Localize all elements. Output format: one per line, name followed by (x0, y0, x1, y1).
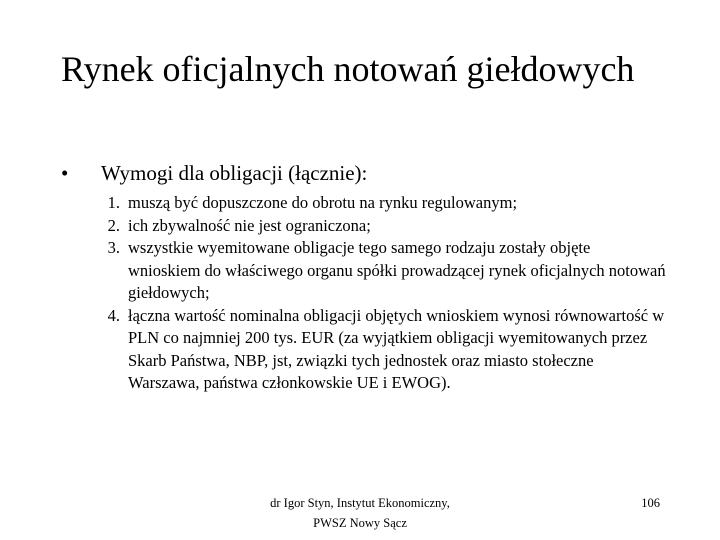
bullet-text: Wymogi dla obligacji (łącznie): (101, 161, 368, 185)
list-item-text: ich zbywalność nie jest ograniczona; (128, 215, 371, 235)
list-item-number: 4. (107, 305, 120, 325)
footer-line-2: PWSZ Nowy Sącz (313, 516, 407, 530)
list-item (96, 215, 666, 238)
list-item-number: 3. (107, 238, 120, 257)
requirements-list (96, 192, 666, 395)
list-item (96, 192, 666, 215)
list-item-number: 2. (107, 215, 120, 235)
list-item (96, 305, 666, 395)
footer-author (240, 493, 480, 533)
page-number: 106 (641, 496, 660, 510)
bullet-icon: • (61, 161, 69, 185)
footer-line-1: dr Igor Styn, Instytut Ekonomiczny, (270, 496, 450, 510)
list-item-number: 1. (107, 193, 120, 212)
list-item (96, 237, 666, 305)
list-item-text: wszystkie wyemitowane obligacje tego samego rodzaju zostały objęte wnioskiem do właściwego organu spółki prowadzącej rynek oficjalnych notowań giełdowych; (128, 238, 666, 302)
list-item-text: muszą być dopuszczone do obrotu na rynku regulowanym; (128, 193, 518, 212)
list-item-text: łączna wartość nominalna obligacji objętych wnioskiem wynosi równowartość w PLN co najmniej 200 tys. EUR (za wyjątkiem obligacji wyemitowanych przez Skarb Państwa, NBP, jst, związki tych jednostek oraz miasto stołeczne Warszawa, państwa członkowskie UE i EWOG). (128, 305, 665, 392)
slide-title: Rynek oficjalnych notowań giełdowych (61, 49, 635, 89)
